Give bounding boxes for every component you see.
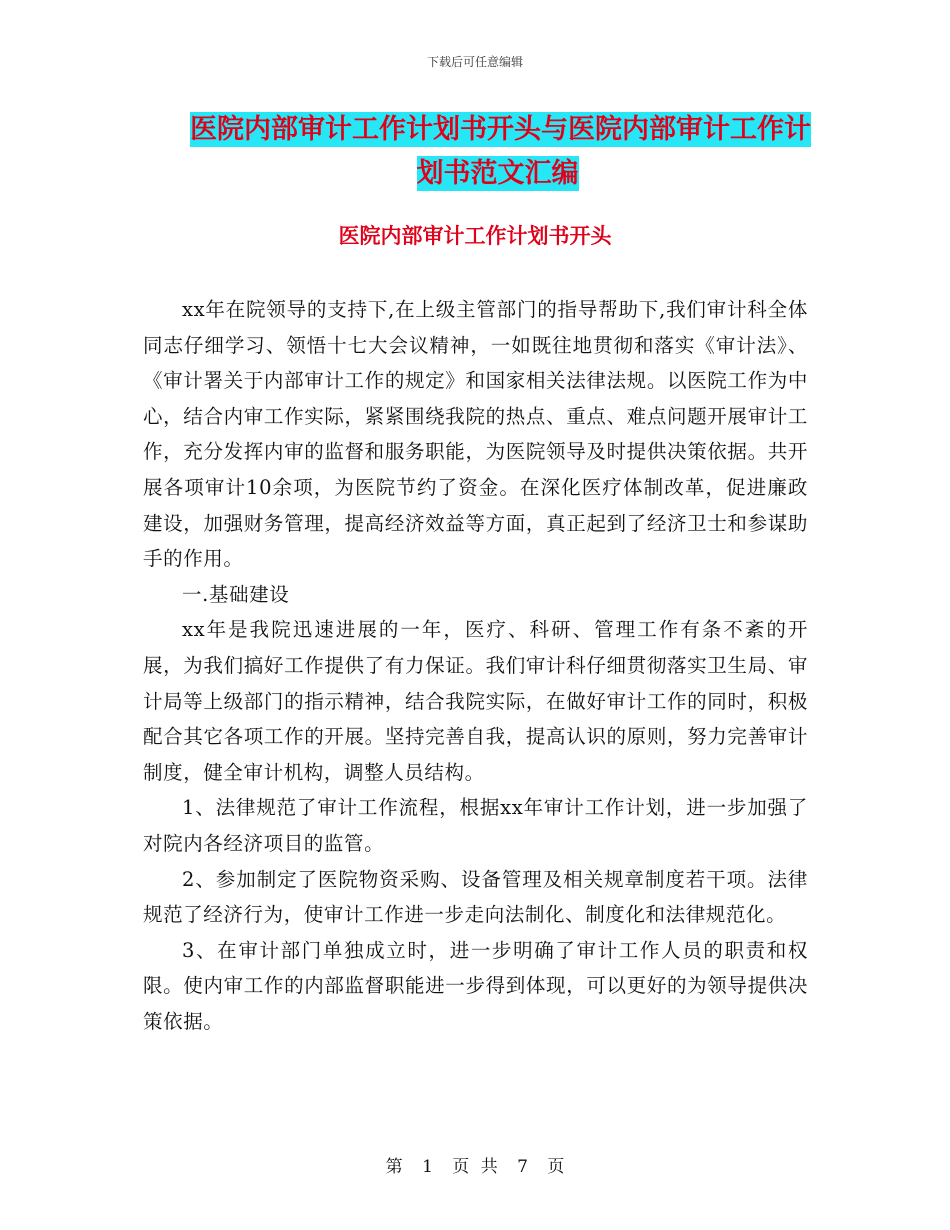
footer-prefix: 第	[385, 1157, 403, 1177]
title-highlight-1: 医院内部审计工作计划书开头与医院内部审计工作计	[190, 114, 811, 145]
paragraph-development: xx年是我院迅速进展的一年，医疗、科研、管理工作有条不紊的开展，为我们搞好工作提供了有力保证。我们审计科仔细贯彻落实卫生局、审计局等上级部门的指示精神，结合我院实际，在做好审计工作的同时，积极配合其它各项工作的开展。坚持完善自我，提高认识的原则，努力完善审计制度，健全审计机构，调整人员结构。	[143, 618, 808, 784]
document-title	[190, 108, 811, 196]
page-footer	[0, 1152, 950, 1177]
footer-page-number: 1	[422, 1157, 433, 1177]
paragraph-heading-basic-construction: 一.基础建设	[182, 582, 290, 606]
paragraph-item-2: 2、参加制定了医院物资采购、设备管理及相关规章制度若干项。法律规范了经济行为，使审计工作进一步走向法制化、制度化和法律规范化。	[143, 867, 808, 927]
document-title-line-1	[190, 108, 811, 152]
section-title: 医院内部审计工作计划书开头	[338, 224, 612, 248]
paragraph-item-1: 1、法律规范了审计工作流程，根据xx年审计工作计划，进一步加强了对院内各经济项目的监管。	[143, 796, 808, 855]
document-title-line-2	[190, 152, 805, 196]
header-note: 下载后可任意编辑	[426, 55, 523, 69]
footer-total-pages: 7	[517, 1157, 528, 1177]
body-text	[143, 292, 808, 1039]
paragraph-intro: xx年在院领导的支持下,在上级主管部门的指导帮助下,我们审计科全体同志仔细学习、领悟十七大会议精神，一如既往地贯彻和落实《审计法》、《审计署关于内部审计工作的规定》和国家相关法律法规。以医院工作为中心，结合内审工作实际，紧紧围绕我院的热点、重点、难点问题开展审计工作，充分发挥内审的监督和服务职能，为医院领导及时提供决策依据。共开展各项审计10余项，为医院节约了资金。在深化医疗体制改革，促进廉政建设，加强财务管理，提高经济效益等方面，真正起到了经济卫士和参谋助手的作用。	[143, 298, 808, 571]
title-highlight-2: 划书范文汇编	[416, 158, 579, 189]
paragraph-item-3: 3、在审计部门单独成立时，进一步明确了审计工作人员的职责和权限。使内审工作的内部监督职能进一步得到体现，可以更好的为领导提供决策依据。	[143, 938, 808, 1033]
footer-middle: 页 共	[452, 1157, 498, 1177]
footer-suffix: 页	[547, 1157, 565, 1177]
